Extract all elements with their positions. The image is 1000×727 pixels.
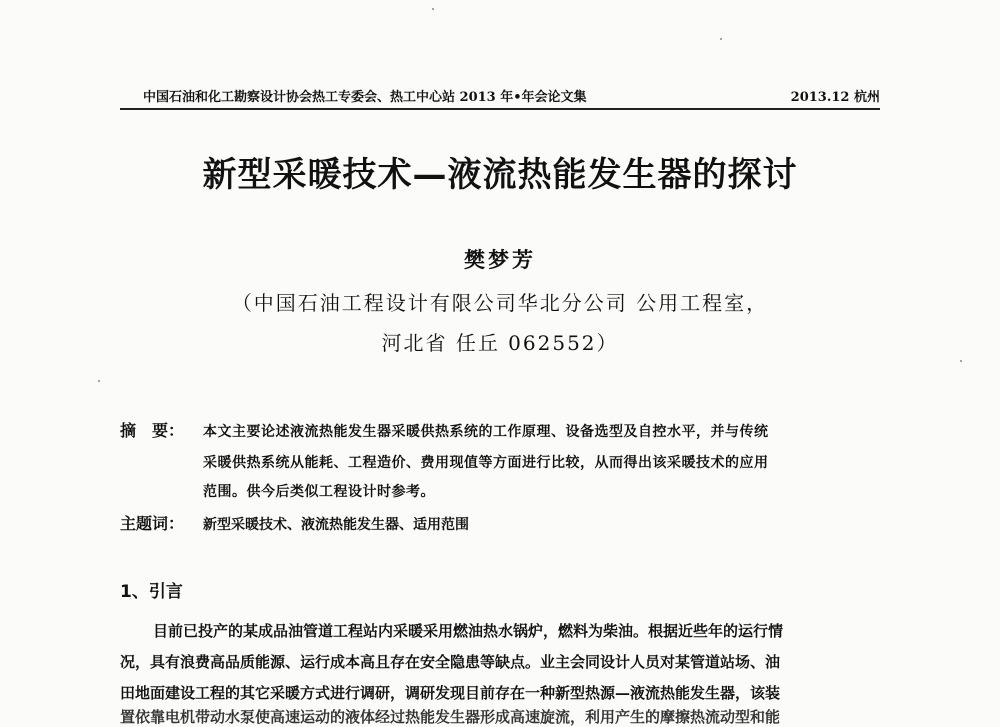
body-text-line: 况，具有浪费高品质能源、运行成本高且存在安全隐患等缺点。业主会同设计人员对某管道站场、油 [120, 653, 781, 671]
header-rule [120, 108, 880, 110]
scan-speck [720, 38, 722, 40]
abstract-line: 本文主要论述液流热能发生器采暖供热系统的工作原理、设备选型及自控水平，并与传统 [203, 424, 769, 440]
abstract-line: 范围。供今后类似工程设计时参考。 [203, 484, 435, 500]
author-name: 樊梦芳 [464, 247, 536, 272]
affiliation-line-2: 河北省 任丘 062552） [381, 331, 619, 355]
keywords-text: 新型采暖技术、液流热能发生器、适用范围 [203, 517, 469, 533]
scan-speck [960, 360, 962, 362]
scan-speck [98, 380, 100, 382]
section-heading-introduction: 1、引言 [120, 582, 183, 602]
scan-speck [432, 8, 434, 10]
paper-title: 新型采暖技术—液流热能发生器的探讨 [202, 155, 798, 195]
abstract-line: 采暖供热系统从能耗、工程造价、费用现值等方面进行比较，从而得出该采暖技术的应用 [203, 455, 769, 471]
running-header-proceedings: 中国石油和化工勘察设计协会热工专委会、热工中心站 2013 年•年会论文集 [143, 90, 587, 105]
running-header-date-place: 2013.12 杭州 [790, 90, 880, 105]
abstract-label: 摘 要： [120, 421, 185, 440]
body-text-line: 置依靠电机带动水泵使高速运动的液体经过热能发生器形成高速旋流，利用产生的摩擦热流动型和能 [120, 708, 781, 726]
body-text-line: 目前已投产的某成品油管道工程站内采暖采用燃油热水锅炉，燃料为柴油。根据近些年的运行情 [153, 622, 784, 640]
body-text-line: 田地面建设工程的其它采暖方式进行调研，调研发现目前存在一种新型热源—液流热能发生器，该装 [120, 684, 781, 702]
keywords-label: 主题词： [120, 514, 185, 533]
affiliation-line-1: （中国石油工程设计有限公司华北分公司 公用工程室， [231, 291, 769, 315]
